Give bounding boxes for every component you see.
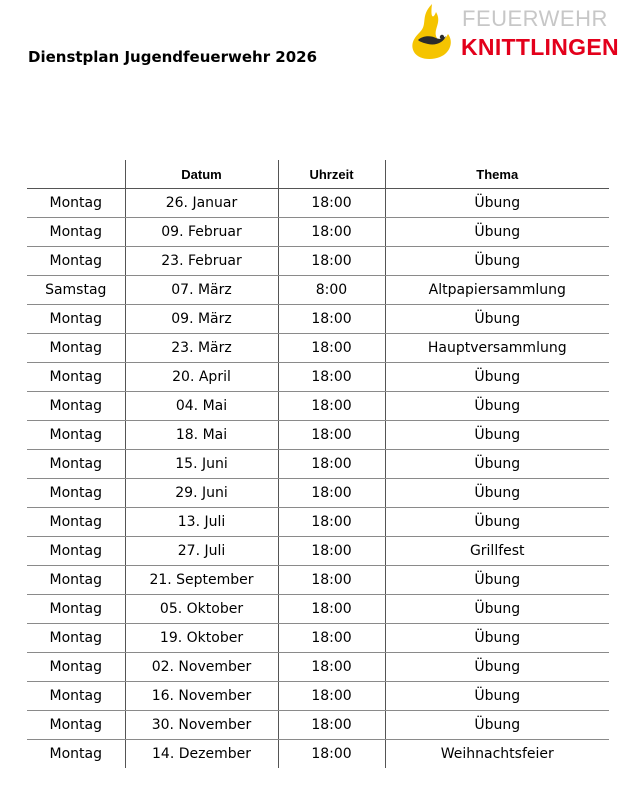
cell-weekday: Montag [27,537,125,566]
cell-topic: Übung [385,624,609,653]
cell-time: 8:00 [278,276,385,305]
cell-topic: Übung [385,566,609,595]
header-weekday [27,160,125,189]
cell-date: 07. März [125,276,278,305]
cell-weekday: Montag [27,363,125,392]
cell-date: 14. Dezember [125,740,278,769]
cell-date: 23. März [125,334,278,363]
cell-topic: Altpapiersammlung [385,276,609,305]
cell-date: 29. Juni [125,479,278,508]
cell-weekday: Montag [27,392,125,421]
cell-weekday: Montag [27,566,125,595]
cell-time: 18:00 [278,218,385,247]
cell-weekday: Samstag [27,276,125,305]
cell-weekday: Montag [27,682,125,711]
cell-time: 18:00 [278,595,385,624]
cell-time: 18:00 [278,450,385,479]
cell-topic: Grillfest [385,537,609,566]
table-row [27,189,609,218]
cell-date: 05. Oktober [125,595,278,624]
cell-time: 18:00 [278,363,385,392]
cell-topic: Übung [385,218,609,247]
cell-weekday: Montag [27,334,125,363]
cell-date: 09. März [125,305,278,334]
cell-topic: Übung [385,189,609,218]
cell-date: 16. November [125,682,278,711]
cell-date: 21. September [125,566,278,595]
table-row [27,218,609,247]
table-header-row [27,160,609,189]
table-row [27,421,609,450]
cell-weekday: Montag [27,247,125,276]
cell-topic: Übung [385,682,609,711]
cell-date: 20. April [125,363,278,392]
cell-date: 15. Juni [125,450,278,479]
cell-date: 09. Februar [125,218,278,247]
cell-weekday: Montag [27,508,125,537]
header-time: Uhrzeit [278,160,385,189]
cell-weekday: Montag [27,653,125,682]
cell-topic: Übung [385,653,609,682]
table-row [27,595,609,624]
cell-time: 18:00 [278,566,385,595]
cell-date: 19. Oktober [125,624,278,653]
cell-date: 23. Februar [125,247,278,276]
table-row [27,566,609,595]
table-row [27,711,609,740]
cell-topic: Übung [385,305,609,334]
logo-line-feuerwehr: FEUERWEHR [462,6,608,31]
fire-brigade-logo [406,2,632,64]
cell-time: 18:00 [278,740,385,769]
cell-time: 18:00 [278,334,385,363]
cell-time: 18:00 [278,653,385,682]
table-row [27,334,609,363]
table-row [27,276,609,305]
cell-topic: Übung [385,450,609,479]
cell-time: 18:00 [278,711,385,740]
cell-time: 18:00 [278,508,385,537]
header-date: Datum [125,160,278,189]
cell-topic: Übung [385,711,609,740]
cell-weekday: Montag [27,218,125,247]
cell-topic: Übung [385,421,609,450]
table-row [27,363,609,392]
table-row [27,682,609,711]
cell-weekday: Montag [27,450,125,479]
cell-time: 18:00 [278,247,385,276]
cell-date: 02. November [125,653,278,682]
table-row [27,450,609,479]
cell-topic: Hauptversammlung [385,334,609,363]
cell-date: 27. Juli [125,537,278,566]
cell-time: 18:00 [278,392,385,421]
page-title: Dienstplan Jugendfeuerwehr 2026 [28,48,318,66]
table-row [27,537,609,566]
cell-date: 18. Mai [125,421,278,450]
schedule-table [27,160,609,768]
cell-date: 04. Mai [125,392,278,421]
table-row [27,392,609,421]
cell-topic: Übung [385,508,609,537]
cell-weekday: Montag [27,305,125,334]
cell-time: 18:00 [278,421,385,450]
cell-time: 18:00 [278,682,385,711]
cell-topic: Übung [385,392,609,421]
cell-weekday: Montag [49,746,102,762]
table-row [27,653,609,682]
cell-weekday: Montag [27,421,125,450]
cell-weekday: Montag [27,479,125,508]
cell-date: 13. Juli [125,508,278,537]
flame-icon [406,2,458,62]
cell-date: 26. Januar [125,189,278,218]
table-row [27,624,609,653]
cell-topic: Übung [385,595,609,624]
table-row [27,740,609,769]
table-row [27,508,609,537]
cell-topic: Übung [385,363,609,392]
cell-topic: Übung [385,479,609,508]
cell-time: 18:00 [278,189,385,218]
cell-time: 18:00 [278,537,385,566]
cell-time: 18:00 [278,305,385,334]
cell-time: 18:00 [278,624,385,653]
logo-line-knittlingen: KNITTLINGEN [461,34,619,60]
table-row [27,247,609,276]
cell-weekday: Montag [27,189,125,218]
table-row [27,305,609,334]
cell-topic: Übung [385,247,609,276]
cell-time: 18:00 [278,479,385,508]
header-topic: Thema [385,160,609,189]
cell-date: 30. November [125,711,278,740]
cell-weekday: Montag [27,624,125,653]
cell-weekday: Montag [27,711,125,740]
cell-weekday: Montag [27,595,125,624]
table-row [27,479,609,508]
cell-topic: Weihnachtsfeier [385,740,609,769]
